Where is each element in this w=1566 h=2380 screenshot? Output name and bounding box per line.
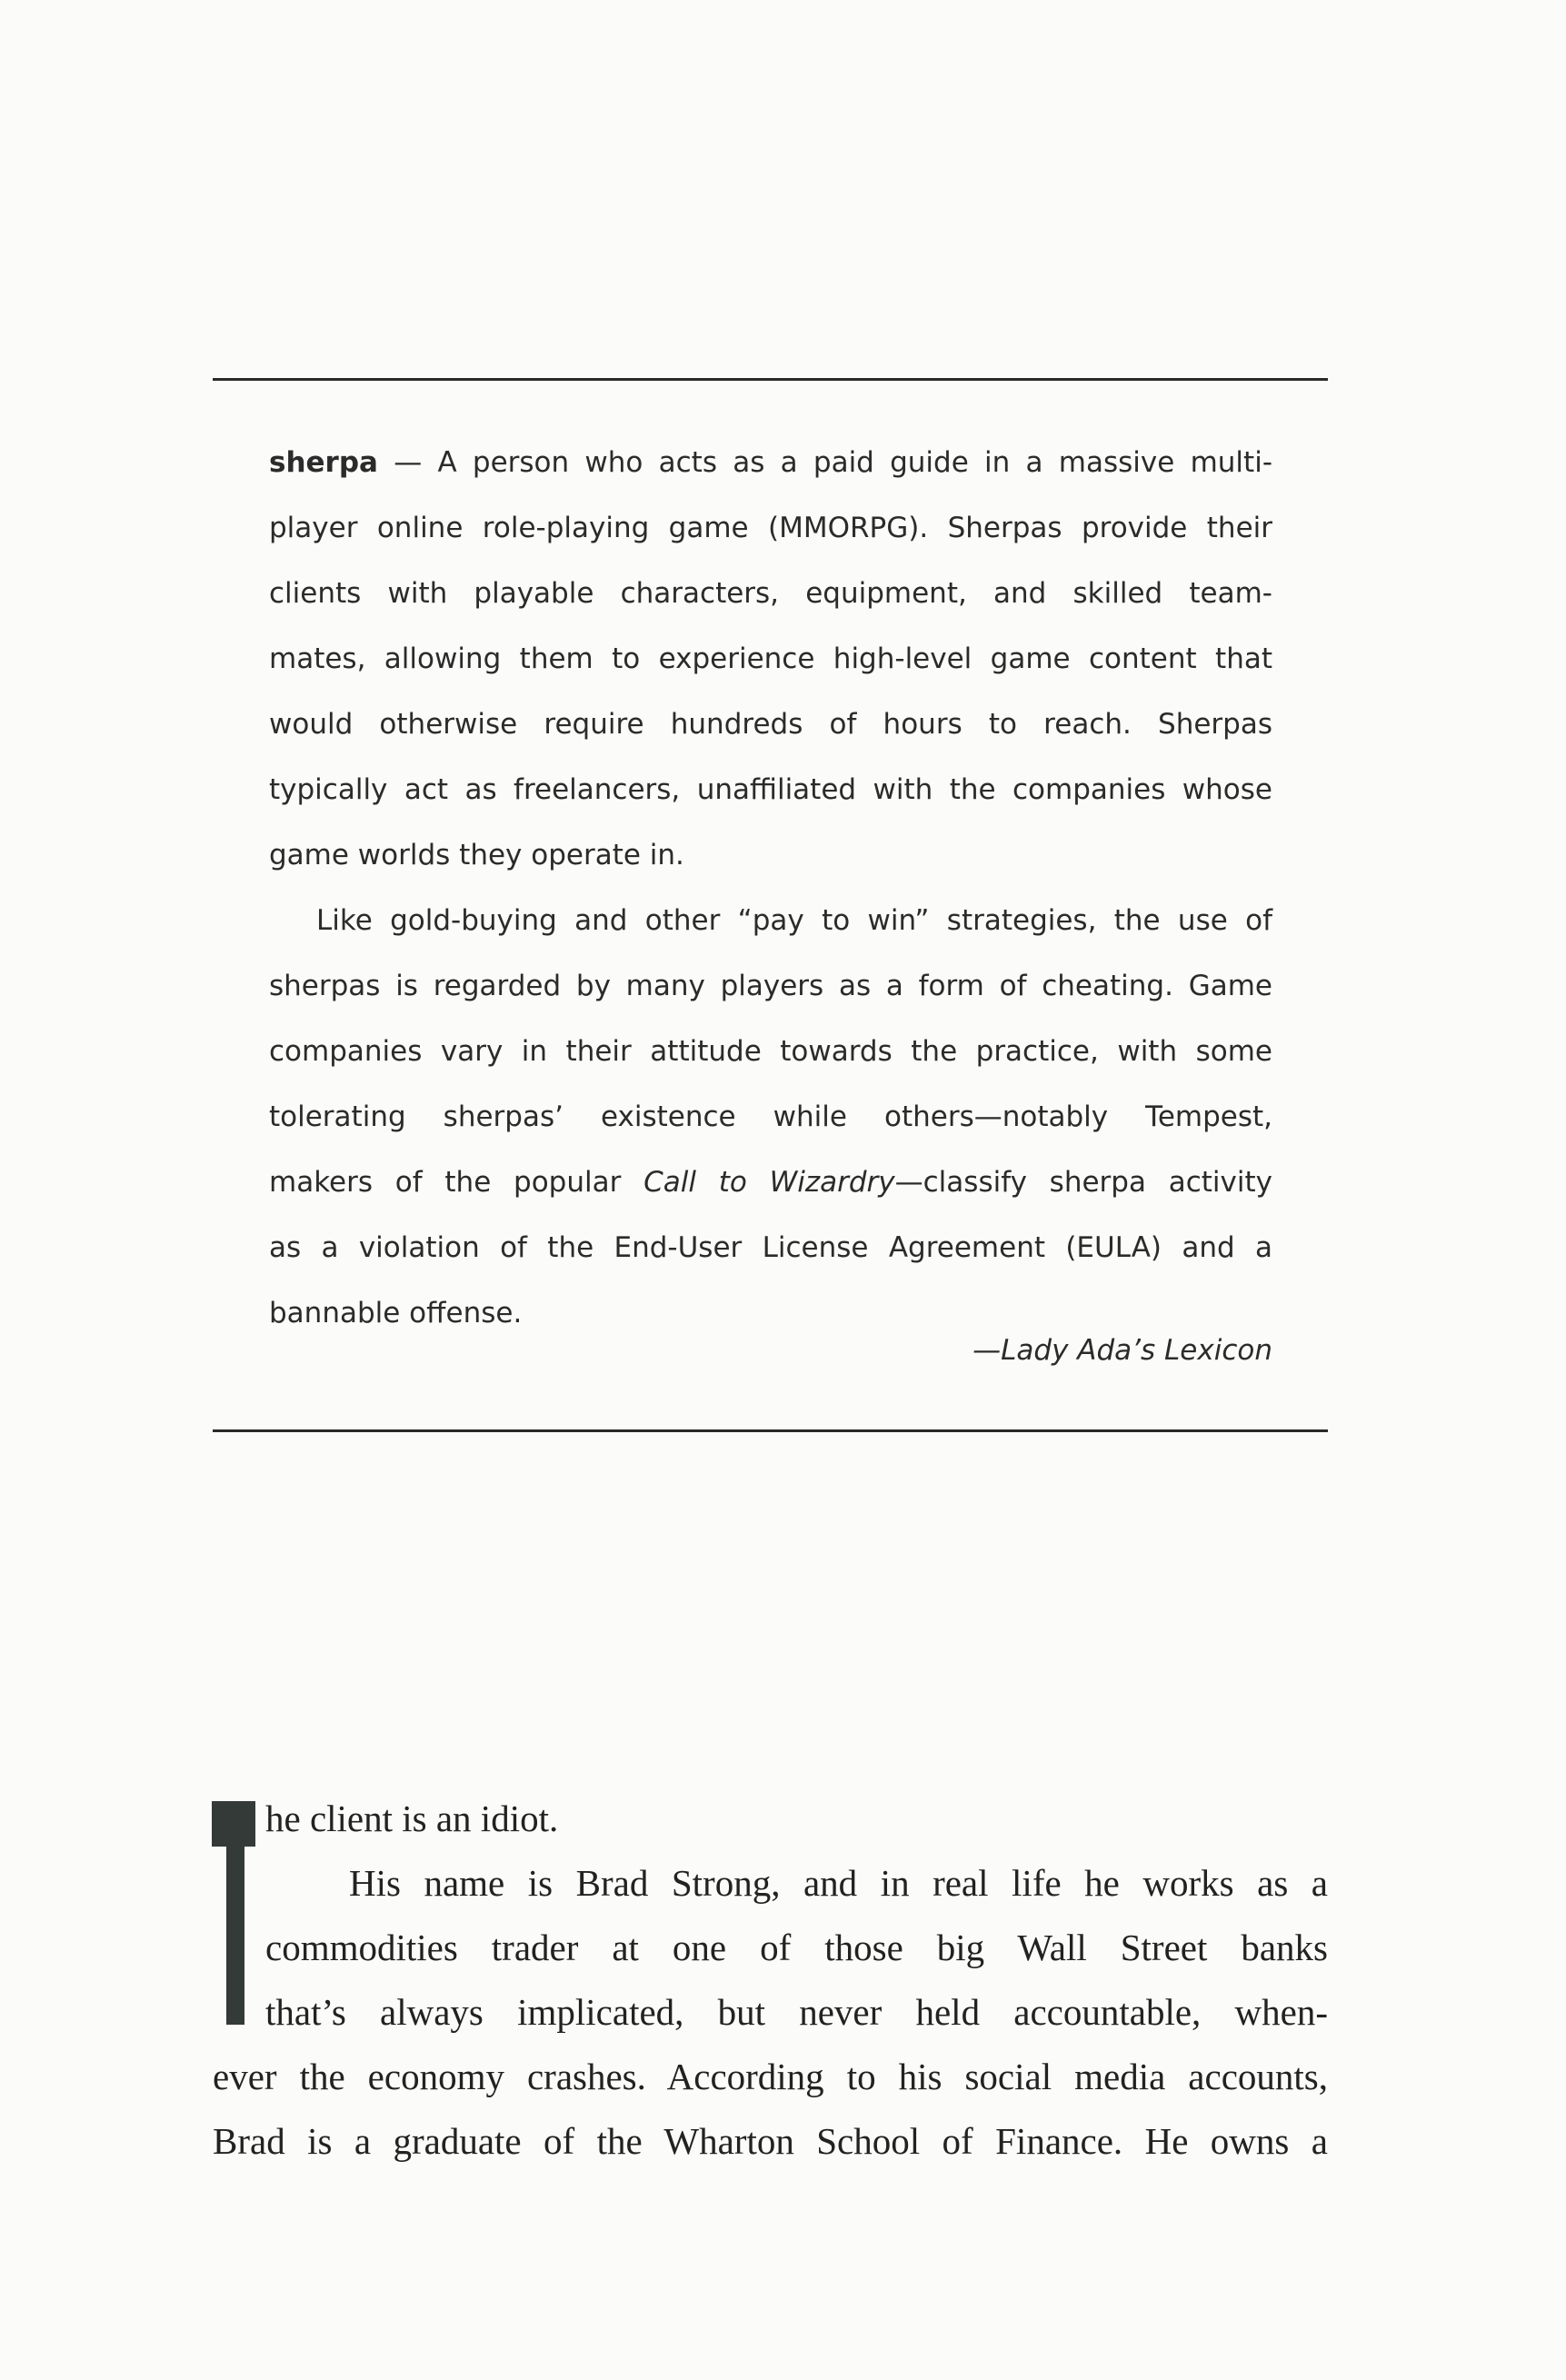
lexicon-line: as a violation of the End-User License Agreement (EULA) and a bbox=[269, 1231, 1272, 1264]
lexicon-line: would otherwise require hundreds of hours to reach. Sherpas bbox=[269, 708, 1272, 741]
chapter-line: he client is an idiot. bbox=[265, 1797, 559, 1839]
lexicon-line: clients with playable characters, equipment, and skilled team- bbox=[269, 577, 1272, 610]
lexicon-line: companies vary in their attitude towards the practice, with some bbox=[269, 1035, 1272, 1068]
game-title: Call to Wizardry bbox=[643, 1166, 895, 1199]
lexicon-line: bannable offense. bbox=[269, 1297, 523, 1329]
lexicon-line: sherpa — A person who acts as a paid guide in a massive multi- bbox=[269, 446, 1272, 479]
chapter-line: His name is Brad Strong, and in real life he works as a bbox=[349, 1862, 1328, 1904]
lexicon-line: tolerating sherpas’ existence while others—notably Tempest, bbox=[269, 1100, 1272, 1133]
lexicon-entry bbox=[269, 430, 1272, 1346]
lexicon-line: makers of the popular Call to Wizardry—classify sherpa activity bbox=[269, 1166, 1272, 1199]
lexicon-line: mates, allowing them to experience high-level game content that bbox=[269, 642, 1272, 675]
attribution: —Lady Ada’s Lexicon bbox=[973, 1334, 1272, 1367]
lexicon-line: sherpas is regarded by many players as a form of cheating. Game bbox=[269, 970, 1272, 1002]
bottom-rule bbox=[213, 1429, 1328, 1432]
chapter-line: ever the economy crashes. According to his social media accounts, bbox=[213, 2056, 1328, 2097]
lexicon-term: sherpa bbox=[269, 446, 378, 479]
chapter-line: Brad is a graduate of the Wharton School of Finance. He owns a bbox=[213, 2120, 1328, 2162]
lexicon-line: typically act as freelancers, unaffiliated with the companies whose bbox=[269, 773, 1272, 806]
lexicon-line: Like gold-buying and other “pay to win” strategies, the use of bbox=[316, 904, 1272, 937]
top-rule bbox=[213, 378, 1328, 381]
chapter-line: that’s always implicated, but never held accountable, when- bbox=[265, 1991, 1328, 2033]
chapter-line: commodities trader at one of those big Wall Street banks bbox=[265, 1927, 1328, 1968]
chapter-opening bbox=[213, 1787, 1328, 2174]
lexicon-line: player online role-playing game (MMORPG). Sherpas provide their bbox=[269, 512, 1272, 544]
lexicon-line: game worlds they operate in. bbox=[269, 839, 684, 871]
